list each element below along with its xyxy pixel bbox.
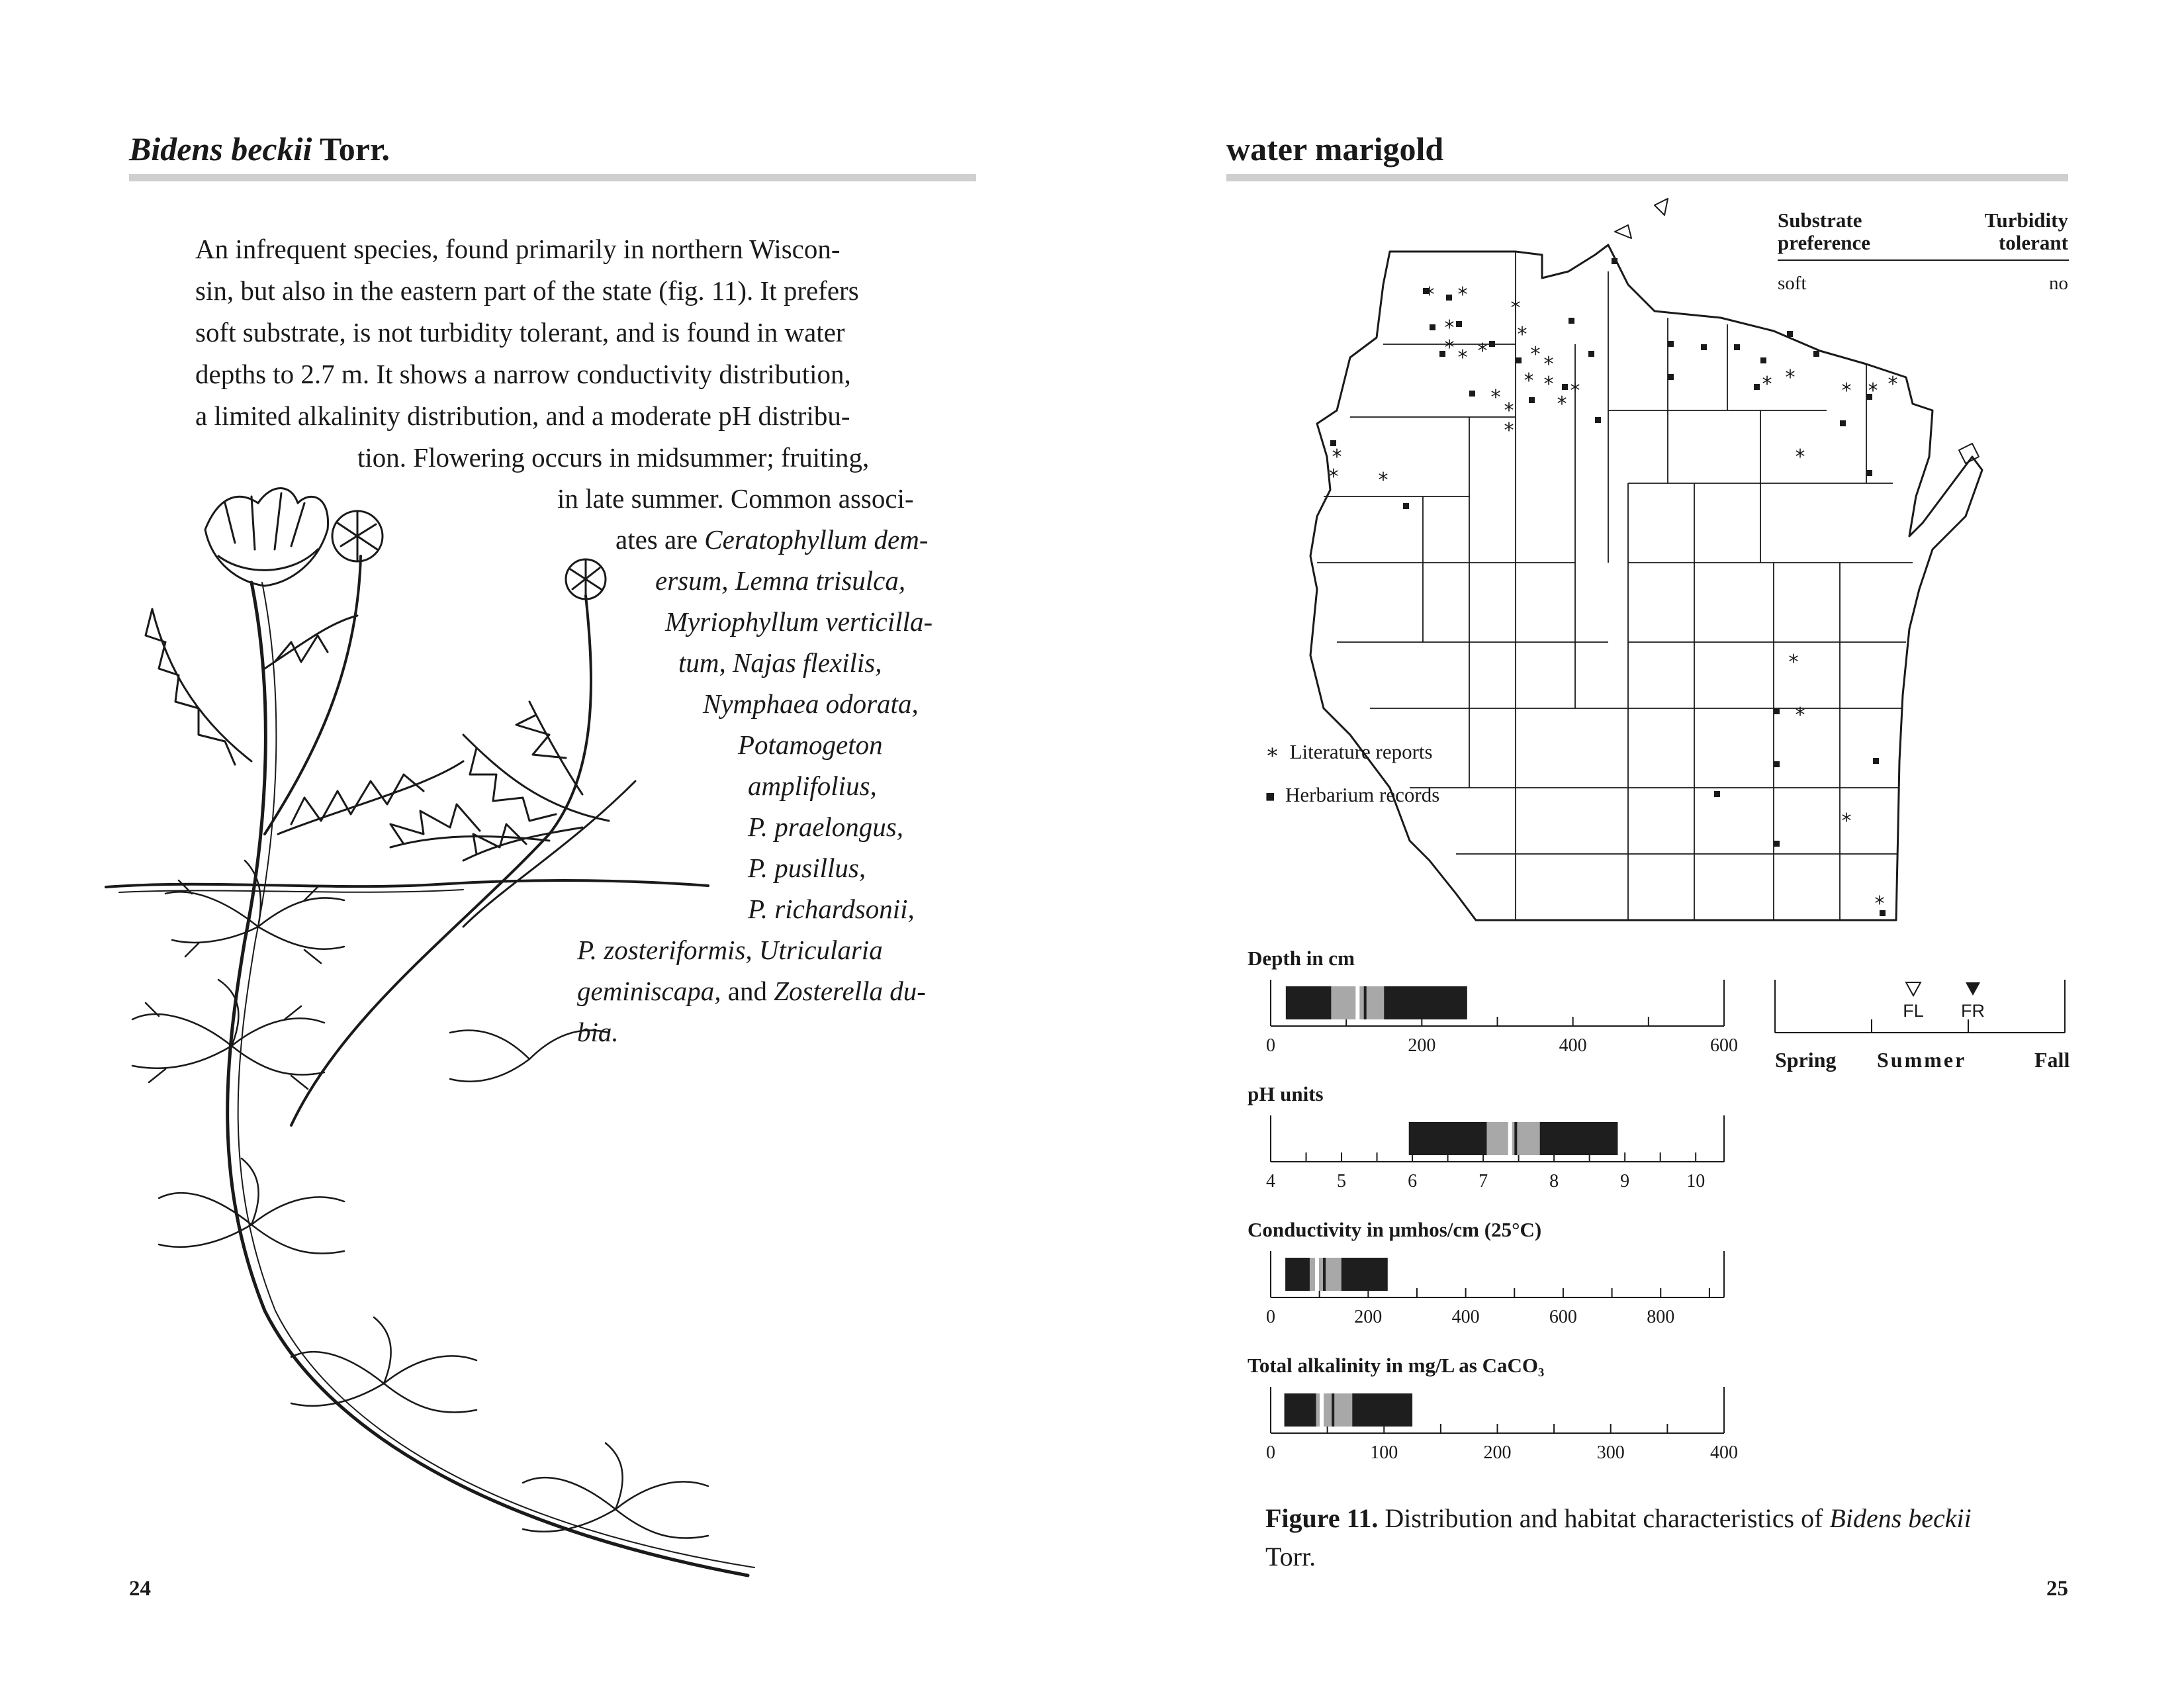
- page-number-right: 25: [2046, 1577, 2068, 1601]
- common-name-title: water marigold: [1226, 130, 1444, 167]
- body-line-14: amplifolius,: [748, 771, 877, 801]
- body-line-19: geminiscapa, and Zosterella du-: [577, 976, 926, 1006]
- quartile-bar-2: [1486, 1122, 1539, 1155]
- tick-label-3-1: 200: [1354, 1307, 1383, 1327]
- title-rule: [129, 174, 976, 181]
- literature-reports: [1329, 283, 1898, 915]
- tick-label-2-1: 5: [1337, 1171, 1347, 1192]
- svg-text:*: *: [1444, 336, 1455, 359]
- svg-text:*: *: [1557, 393, 1567, 416]
- turbidity-value: no: [2049, 273, 2068, 294]
- svg-text:*: *: [1444, 316, 1455, 340]
- svg-text:*: *: [1457, 283, 1468, 306]
- species-name: Bidens beckii: [129, 130, 312, 167]
- tick-label-3-3: 600: [1549, 1307, 1577, 1327]
- flowering-label: FL: [1903, 1001, 1924, 1021]
- legend-literature: ∗ Literature reports: [1265, 740, 1433, 763]
- dissected-leaf-6: [450, 1030, 609, 1081]
- chart-title-1: Depth in cm: [1248, 947, 1355, 970]
- median-mark-3: [1315, 1258, 1319, 1291]
- tick-label-1-2: 400: [1559, 1035, 1587, 1056]
- svg-text:*: *: [1517, 323, 1527, 346]
- svg-text:*: *: [1504, 399, 1514, 422]
- svg-text:*: *: [1328, 465, 1339, 489]
- assoc-ceratophyllum: Ceratophyllum dem-: [704, 524, 929, 555]
- figure-caption: Figure 11. Distribution and habitat characteristics of Bidens beckii Torr.: [1265, 1503, 1972, 1571]
- body-line-12: Nymphaea odorata,: [703, 688, 919, 719]
- body-line-11: tum, Najas flexilis,: [678, 647, 882, 678]
- tick-label-4-3: 300: [1596, 1442, 1625, 1463]
- body-line-18: P. zosteriformis, Utricularia: [577, 935, 883, 965]
- body-line-10: Myriophyllum verticilla-: [665, 606, 933, 637]
- svg-text:*: *: [1795, 704, 1805, 727]
- chart-title-3: Conductivity in μmhos/cm (25°C): [1248, 1218, 1542, 1241]
- fruiting-label: FR: [1961, 1001, 1985, 1021]
- svg-text:*: *: [1762, 373, 1772, 396]
- plant-illustration: [93, 463, 768, 1602]
- svg-text:*: *: [1524, 369, 1534, 393]
- habitat-charts: [1244, 947, 1774, 1489]
- body-line-4: depths to 2.7 m. It shows a narrow conductivity distribution,: [195, 359, 851, 389]
- body-line-16: P. pusillus,: [748, 853, 866, 883]
- body-line-3: soft substrate, is not turbidity tolerant, and is found in water: [195, 317, 845, 348]
- species-author: Torr.: [319, 130, 390, 167]
- median-mark-2: [1508, 1122, 1512, 1155]
- tick-label-1-1: 200: [1408, 1035, 1436, 1056]
- assoc-ates: ates are: [615, 524, 698, 555]
- tick-label-2-5: 9: [1620, 1171, 1630, 1192]
- state-outline: [1310, 245, 1982, 920]
- svg-text:*: *: [1477, 340, 1488, 363]
- body-line-20: bia.: [577, 1017, 619, 1047]
- tick-label-2-3: 7: [1479, 1171, 1488, 1192]
- figure-label: Figure 11.: [1265, 1503, 1379, 1533]
- svg-text:*: *: [1504, 419, 1514, 442]
- open-triangle-icon: [1906, 982, 1921, 996]
- body-line-2: sin, but also in the eastern part of the state (fig. 11). It prefers: [195, 275, 859, 306]
- tick-label-1-3: 600: [1710, 1035, 1738, 1056]
- svg-text:*: *: [1510, 297, 1521, 320]
- svg-text:*: *: [1841, 379, 1852, 402]
- flower-head-2: [332, 511, 383, 561]
- median-mark-4: [1320, 1393, 1324, 1427]
- svg-text:*: *: [1788, 651, 1799, 674]
- tick-label-4-2: 200: [1483, 1442, 1512, 1463]
- svg-text:*: *: [1457, 346, 1468, 369]
- filled-triangle-icon: [1966, 982, 1980, 996]
- mean-mark-1: [1364, 986, 1367, 1019]
- season-summer: Summer: [1877, 1048, 1967, 1072]
- mean-mark-2: [1514, 1122, 1517, 1155]
- square-icon: ■: [1265, 788, 1275, 806]
- chart-title-4: Total alkalinity in mg/L as CaCO₃: [1248, 1354, 1545, 1377]
- svg-text:*: *: [1570, 379, 1580, 402]
- svg-text:*: *: [1543, 353, 1554, 376]
- svg-text:*: *: [1530, 343, 1541, 366]
- body-line-1: An infrequent species, found primarily in northern Wiscon-: [195, 234, 841, 264]
- svg-text:*: *: [1785, 366, 1796, 389]
- median-mark-1: [1355, 986, 1359, 1019]
- chart-title-2: pH units: [1248, 1082, 1324, 1105]
- svg-text:*: *: [1490, 386, 1501, 409]
- mean-mark-3: [1323, 1258, 1326, 1291]
- season-fall: Fall: [2034, 1048, 2070, 1072]
- body-line-17: P. richardsonii,: [748, 894, 915, 924]
- wisconsin-county-map: [1297, 192, 2012, 933]
- tick-label-3-2: 400: [1451, 1307, 1480, 1327]
- page-number-left: 24: [129, 1577, 151, 1601]
- tick-label-2-0: 4: [1266, 1171, 1275, 1192]
- body-line-9: ersum, Lemna trisulca,: [655, 565, 906, 596]
- svg-text:*: *: [1874, 892, 1885, 915]
- asterisk-icon: ∗: [1265, 740, 1280, 763]
- tick-label-2-2: 6: [1408, 1171, 1418, 1192]
- tick-label-4-4: 400: [1710, 1442, 1738, 1463]
- tick-label-1-0: 0: [1266, 1035, 1275, 1056]
- svg-text:*: *: [1543, 373, 1554, 396]
- turbidity-header: Turbidity tolerant: [1984, 209, 2068, 255]
- body-line-6: tion. Flowering occurs in midsummer; fruiting,: [357, 442, 870, 473]
- tick-label-2-6: 10: [1686, 1171, 1706, 1192]
- tick-label-2-4: 8: [1549, 1171, 1559, 1192]
- svg-text:*: *: [1424, 283, 1435, 306]
- svg-text:*: *: [1795, 445, 1805, 469]
- dissected-leaf-3: [159, 1158, 344, 1254]
- substrate-header: Substrate preference: [1778, 209, 1870, 255]
- title-rule-right: [1226, 174, 2068, 181]
- flower-head-1: [205, 489, 328, 586]
- flower-head-3: [566, 559, 606, 599]
- svg-text:*: *: [1332, 445, 1342, 469]
- body-line-15: P. praelongus,: [748, 812, 904, 842]
- season-spring: Spring: [1775, 1048, 1837, 1072]
- svg-text:*: *: [1841, 810, 1852, 833]
- tick-label-4-0: 0: [1266, 1442, 1275, 1463]
- tick-label-3-0: 0: [1266, 1307, 1275, 1327]
- tick-label-3-4: 800: [1647, 1307, 1675, 1327]
- svg-text:*: *: [1868, 379, 1878, 402]
- body-line-5: a limited alkalinity distribution, and a moderate pH distribu-: [195, 400, 850, 431]
- mean-mark-4: [1332, 1393, 1334, 1427]
- dissected-leaf-4: [291, 1317, 477, 1413]
- body-line-13: Potamogeton: [738, 729, 883, 760]
- tick-label-4-1: 100: [1370, 1442, 1398, 1463]
- species-title: [129, 130, 390, 168]
- svg-text:*: *: [1378, 469, 1388, 492]
- svg-text:*: *: [1888, 373, 1898, 396]
- body-line-7: in late summer. Common associ-: [557, 483, 914, 514]
- substrate-value: soft: [1778, 273, 1807, 294]
- legend-herbarium: ■ Herbarium records: [1265, 783, 1440, 806]
